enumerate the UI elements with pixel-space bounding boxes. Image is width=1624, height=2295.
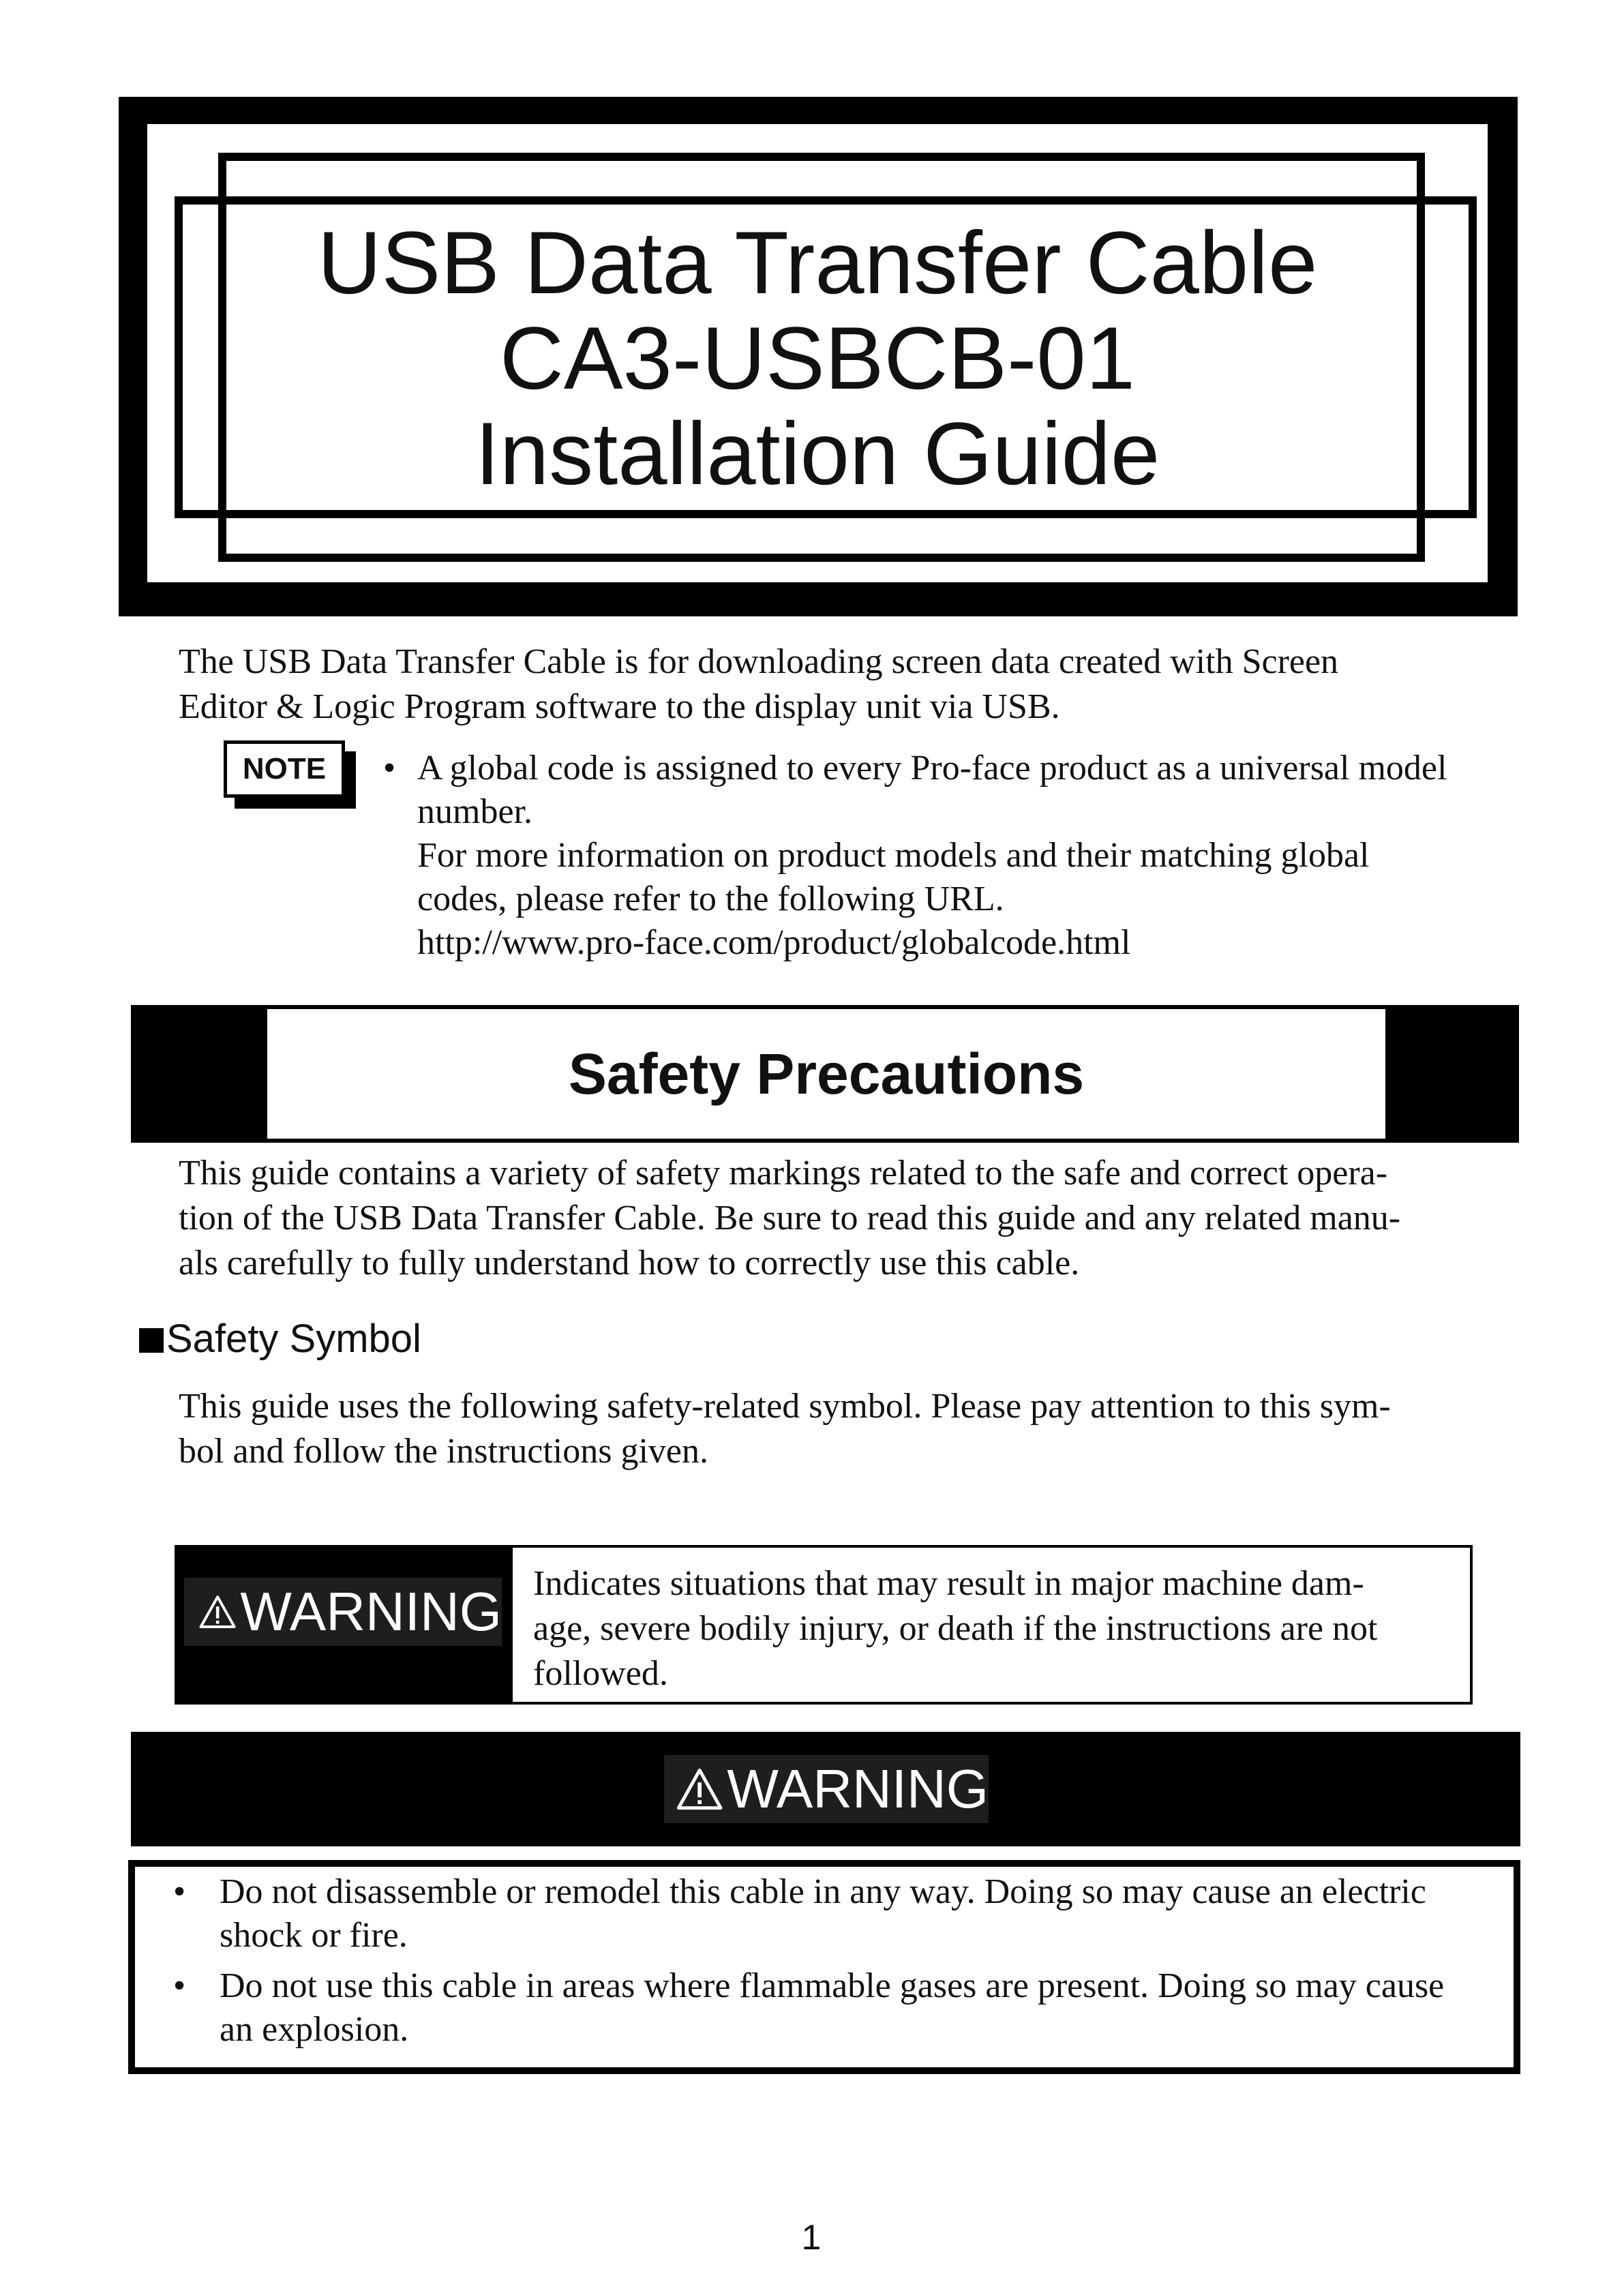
- title-line-2: CA3-USBCB-01: [500, 308, 1135, 408]
- warning-item-2-line-1: Do not use this cable in areas where flammable gases are present. Doing so may cause: [220, 1966, 1445, 2005]
- note-bullet: •: [383, 749, 396, 787]
- safety-precautions-line-3: als carefully to fully understand how to correctly use this cable.: [179, 1244, 1080, 1282]
- warning-item-1-line-2: shock or fire.: [220, 1916, 408, 1955]
- warning-item-2-bullet: •: [173, 1966, 186, 2005]
- warning-triangle-icon: [676, 1762, 723, 1816]
- warning-description-line-1: Indicates situations that may result in major machine dam-: [533, 1564, 1364, 1603]
- safety-precautions-heading: Safety Precautions: [267, 1009, 1385, 1139]
- safety-symbol-line-2: bol and follow the instructions given.: [179, 1432, 709, 1471]
- note-line-1: A global code is assigned to every Pro-face product as a universal model: [417, 749, 1447, 787]
- safety-precautions-line-2: tion of the USB Data Transfer Cable. Be sure to read this guide and any related manu-: [179, 1199, 1401, 1238]
- page-number: 1: [801, 2218, 822, 2258]
- warning-item-1-line-1: Do not disassemble or remodel this cable in any way. Doing so may cause an electric: [220, 1872, 1426, 1911]
- safety-precautions-line-1: This guide contains a variety of safety markings related to the safe and correct opera-: [179, 1154, 1388, 1192]
- intro-line-2: Editor & Logic Program software to the display unit via USB.: [179, 687, 1060, 726]
- title-line-1: USB Data Transfer Cable: [317, 213, 1318, 312]
- warning-banner-label-text: WARNING: [727, 1758, 989, 1819]
- warning-item-2-line-2: an explosion.: [220, 2010, 409, 2049]
- note-url: http://www.pro-face.com/product/globalcode.html: [417, 923, 1131, 962]
- note-line-3: For more information on product models and their matching global: [417, 836, 1370, 875]
- safety-symbol-heading: Safety Symbol: [166, 1317, 421, 1361]
- warning-description-line-3: followed.: [533, 1654, 668, 1693]
- note-badge: NOTE: [224, 740, 345, 798]
- title-line-3: Installation Guide: [475, 404, 1160, 503]
- warning-symbol-label-text: WARNING: [240, 1581, 502, 1642]
- intro-line-1: The USB Data Transfer Cable is for downloading screen data created with Screen: [179, 642, 1339, 681]
- safety-symbol-line-1: This guide uses the following safety-related symbol. Please pay attention to this sym-: [179, 1387, 1391, 1426]
- warning-triangle-icon: [199, 1585, 236, 1639]
- note-line-2: number.: [417, 792, 532, 831]
- note-line-4: codes, please refer to the following URL.: [417, 880, 1004, 918]
- warning-banner-label: [664, 1755, 989, 1823]
- warning-item-1-bullet: •: [173, 1872, 186, 1911]
- black-square-icon: [139, 1328, 164, 1353]
- warning-description-line-2: age, severe bodily injury, or death if the instructions are not: [533, 1609, 1378, 1648]
- warning-symbol-label: [184, 1578, 502, 1646]
